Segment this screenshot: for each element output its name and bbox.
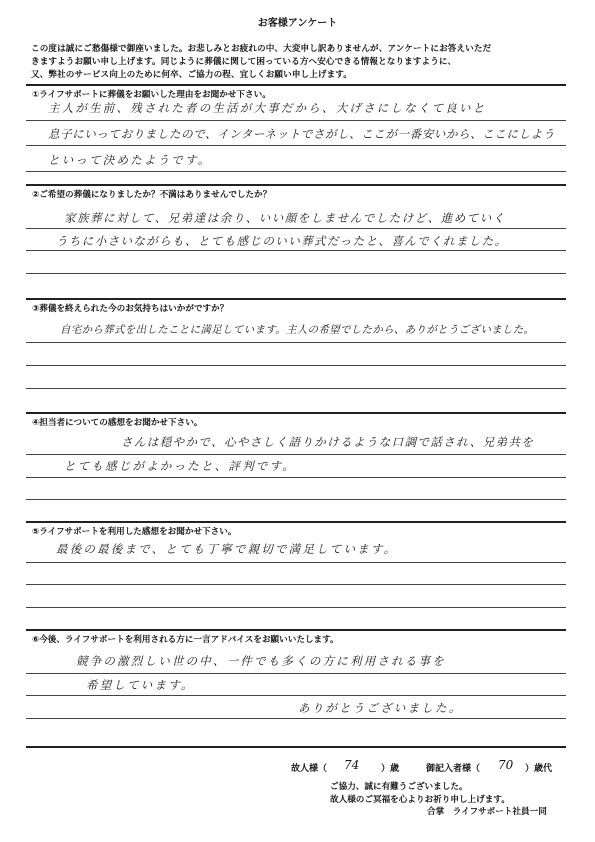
intro-line: この度は誠にご愁傷様で御座いました。お悲しみとお疲れの中、大変申し訳ありませんが、アンケートにお答えいただ bbox=[31, 44, 492, 54]
handwritten-answer: とても感じがよかったと、評判です。 bbox=[64, 459, 296, 473]
writer-age-unit: ）歳代 bbox=[525, 764, 553, 774]
answer-line bbox=[26, 228, 566, 229]
handwritten-answer: 主人が生前、残された者の生活が大事だから、大げさにしなくて良いと bbox=[48, 101, 487, 115]
answer-line bbox=[26, 499, 566, 500]
answer-line bbox=[26, 562, 566, 563]
closing-line: ご協力、誠に有難うございました。 bbox=[330, 782, 468, 792]
answer-line bbox=[26, 388, 566, 389]
answer-line bbox=[26, 607, 566, 608]
closing-message bbox=[330, 781, 547, 819]
deceased-age-label: 故人様（ bbox=[291, 764, 328, 774]
section-satisfaction bbox=[26, 186, 566, 300]
handwritten-answer: 自宅から葬式を出したことに満足しています。主人の希望でしたから、ありがとうございました。 bbox=[60, 324, 535, 336]
writer-age-value: 70 bbox=[498, 758, 514, 772]
section-staff bbox=[26, 414, 566, 523]
intro-line: きますようお願い申し上げます。同じように葬儀に関して困っている方へ安心できる情報となりますように、 bbox=[31, 57, 457, 67]
answer-line bbox=[26, 250, 566, 251]
answer-line bbox=[26, 454, 566, 455]
handwritten-answer: さんは穏やかで、心やさしく語りかけるような口調で話され、兄弟共を bbox=[121, 435, 535, 449]
answer-line bbox=[26, 695, 566, 696]
question-label: ⑤ライフサポートを利用した感想をお聞かせ下さい。 bbox=[32, 527, 237, 537]
answer-line bbox=[26, 673, 566, 674]
answer-line bbox=[26, 365, 566, 366]
answer-line bbox=[26, 342, 566, 343]
deceased-age-unit: ）歳 bbox=[381, 764, 400, 774]
closing-signature: 合掌 ライフサポート社員一同 bbox=[427, 807, 547, 817]
section-feelings bbox=[26, 300, 566, 414]
section-reason bbox=[26, 86, 566, 186]
handwritten-answer: 希望しています。 bbox=[86, 678, 195, 692]
deceased-age-value: 74 bbox=[344, 758, 360, 772]
question-label: ④担当者についての感想をお聞かせ下さい。 bbox=[32, 418, 203, 428]
intro-line: 又、弊社のサービス向上のために何卒、ご協力の程、宜しくお願い申し上げます。 bbox=[31, 70, 352, 80]
section-advice bbox=[26, 631, 566, 748]
handwritten-answer: 競争の激烈しい世の中、一件でも多くの方に利用される事を bbox=[76, 654, 446, 668]
survey-title: お客様アンケート bbox=[257, 18, 338, 29]
question-label: ⑥今後、ライフサポートを利用される方に一言アドバイスをお願いいたします。 bbox=[32, 635, 339, 645]
answer-line bbox=[26, 145, 566, 146]
answer-line bbox=[26, 584, 566, 585]
answer-line bbox=[26, 718, 566, 719]
closing-line: 故人様のご冥福を心よりお祈り申し上げます。 bbox=[330, 794, 510, 805]
intro-text bbox=[31, 43, 561, 82]
handwritten-answer: 最後の最後まで、とても丁寧で親切で満足しています。 bbox=[56, 542, 398, 556]
writer-age-label: 御記入者様（ bbox=[426, 764, 481, 774]
handwritten-answer: ありがとうございました。 bbox=[298, 701, 463, 715]
section-impression bbox=[26, 523, 566, 631]
answer-line bbox=[26, 171, 566, 172]
question-label: ③葬儀を終えられた今のお気持ちはいかがですか？ bbox=[32, 304, 229, 314]
question-label: ②ご希望の葬儀になりましたか？不満はありませんでしたか？ bbox=[32, 190, 272, 200]
handwritten-answer: 家族葬に対して、兄弟達は余り、いい顔をしませんでしたけど、進めていく bbox=[64, 211, 506, 225]
answer-line bbox=[26, 120, 566, 121]
handwritten-answer: うちに小さいながらも、とても感じのいい葬式だったと、喜んでくれました。 bbox=[56, 234, 508, 248]
question-label: ①ライフサポートに葬儀をお願いした理由をお聞かせ下さい。 bbox=[32, 90, 271, 100]
handwritten-answer: 息子にいっておりましたので、インターネットでさがし、ここが一番安いから、ここにしよう bbox=[48, 127, 555, 141]
answer-line bbox=[26, 273, 566, 274]
handwritten-answer: といって決めたようです。 bbox=[48, 153, 212, 167]
answer-line bbox=[26, 477, 566, 478]
